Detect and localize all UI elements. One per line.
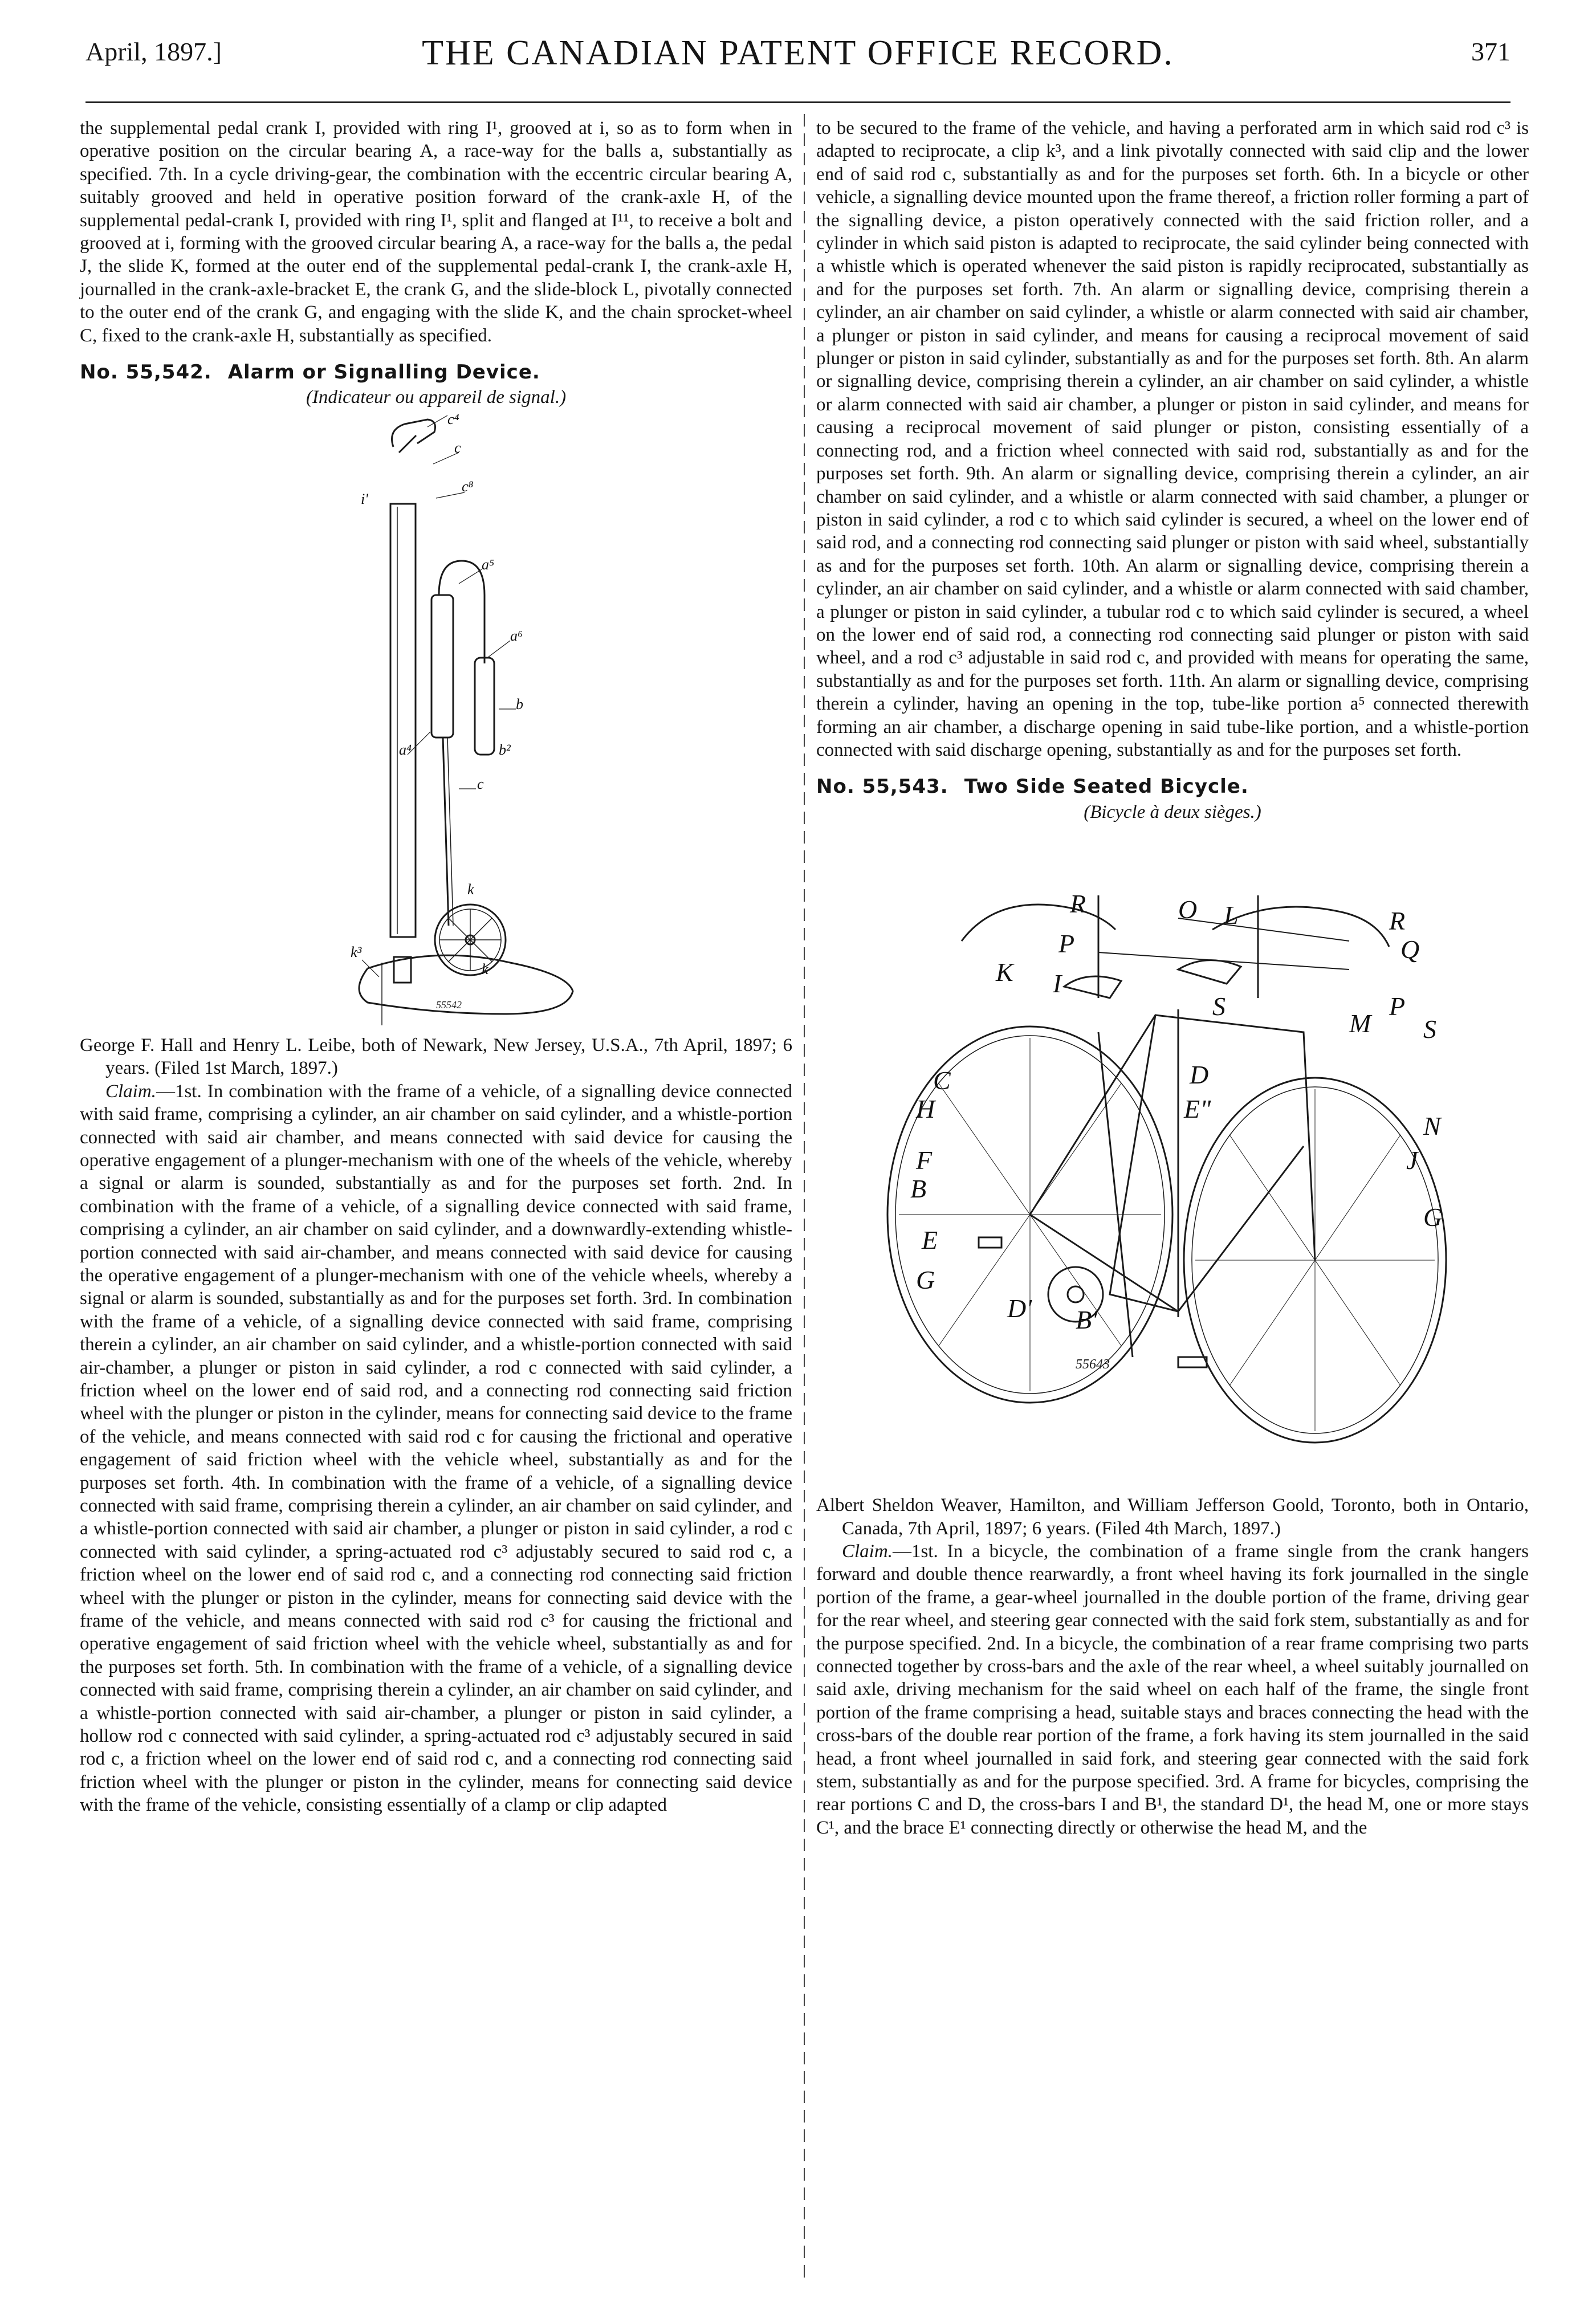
svg-text:J: J: [1406, 1146, 1418, 1175]
svg-text:G: G: [1423, 1203, 1443, 1232]
svg-text:L: L: [1224, 901, 1239, 930]
svg-text:M: M: [1349, 1009, 1371, 1038]
claim-label: Claim.: [842, 1541, 893, 1562]
svg-text:K: K: [996, 958, 1013, 987]
svg-text:I: I: [1053, 969, 1062, 999]
header-title: THE CANADIAN PATENT OFFICE RECORD.: [422, 34, 1174, 72]
claim-text: —1st. In a bicycle, the combination of a frame single from the crank hangers forward and double thence rearwardly, a front wheel having its fork journalled in the single portion of the frame, a gear-wheel journalled in the double portion of the frame, driving gear for the rear wheel, and steering gear connected with the said fork stem, substantially as and for the purpose specified. 2nd. In a bicycle, the combination of a rear frame comprising two parts connected together by cross-bars and the axle of the rear wheel, a wheel suitably journalled on said axle, driving mechanism for the said wheel on each half of the frame, the single front portion of the frame comprising a head, suitable stays and braces connecting the head with the cross-bars of the double rear portion of the frame, a fork having its stem journalled in the said head, a front wheel journalled in said fork, and steering gear connected with the said fork stem, substantially as and for the purpose specified. 3rd. A frame for bicycles, comprising the rear portions C and D, the cross-bars I and B¹, the standard D¹, the head M, one or more stays C¹, and the brace E¹ connecting directly or otherwise the head M, and the: [816, 1541, 1529, 1838]
svg-text:C: C: [933, 1066, 951, 1095]
svg-text:H: H: [916, 1094, 935, 1124]
svg-text:i': i': [361, 490, 368, 507]
patent-title: Alarm or Signalling Device.: [227, 361, 540, 384]
patent-claims: [816, 1540, 1529, 1839]
svg-text:B': B': [1076, 1305, 1097, 1335]
right-column: [816, 117, 1529, 1839]
svg-text:c: c: [454, 439, 461, 456]
svg-text:G: G: [916, 1265, 935, 1295]
patent-subtitle: (Indicateur ou appareil de signal.): [306, 387, 567, 408]
svg-text:c⁴: c⁴: [447, 412, 459, 427]
svg-text:a⁵: a⁵: [482, 556, 495, 573]
page-number: 371: [1471, 37, 1510, 66]
svg-text:k³: k³: [351, 943, 362, 960]
patent-title: Two Side Seated Bicycle.: [964, 775, 1249, 799]
svg-text:E": E": [1184, 1094, 1211, 1124]
svg-text:R: R: [1070, 889, 1086, 919]
patent-inventors: George F. Hall and Henry L. Leibe, both of Newark, New Jersey, U.S.A., 7th April, 1897; 6 years. (Filed 1st March, 1897.): [80, 1034, 792, 1079]
svg-text:E: E: [922, 1225, 938, 1255]
svg-text:a⁴: a⁴: [399, 741, 412, 758]
svg-text:S: S: [1423, 1015, 1436, 1044]
svg-text:S: S: [1212, 992, 1226, 1021]
svg-text:R: R: [1389, 906, 1406, 936]
svg-text:c⁸: c⁸: [462, 478, 474, 495]
svg-text:D': D': [1007, 1294, 1032, 1323]
svg-text:a⁶: a⁶: [510, 627, 523, 644]
svg-text:N: N: [1423, 1111, 1441, 1141]
figure-number: 55542: [436, 999, 462, 1011]
patent-heading-55542: [80, 361, 792, 384]
figure-number: 55643: [1076, 1357, 1110, 1372]
header-date: April, 1897.]: [85, 37, 222, 66]
svg-text:F: F: [916, 1146, 933, 1175]
patent-heading-55543: [816, 775, 1529, 798]
patent-claims: [80, 1080, 792, 1817]
svg-text:P: P: [1058, 929, 1075, 959]
column-divider: [804, 114, 805, 2280]
left-column: [80, 117, 792, 1817]
svg-text:Q: Q: [1400, 935, 1420, 964]
header-rule: [85, 101, 1510, 103]
svg-text:D: D: [1190, 1060, 1209, 1090]
right-continuation-text: to be secured to the frame of the vehicle, and having a perforated arm in which said rod c³ is adapted to reciprocate, a clip k³, and a link pivotally connected with said clip and the lower end of said rod c, substantially as and for the purposes set forth. 6th. In a bicycle or other vehicle, a signalling device mounted upon the frame thereof, a friction roller forming a part of the signalling device, a piston operatively connected with the said friction roller, and a cylinder in which said piston is adapted to reciprocate, the said cylinder being connected with a whistle which is operated whenever the said piston is rapidly reciprocated, substantially as and for the purposes set forth. 7th. An alarm or signalling device, comprising therein a cylinder, an air chamber on said cylinder, a whistle or alarm connected with said air chamber, a plunger or piston in said cylinder, and means for causing a reciprocal movement of said plunger or piston in said cylinder, substantially as and for the purposes set forth. 8th. An alarm or signalling device, comprising therein a cylinder, an air chamber on said cylinder, a whistle or alarm connected with said air chamber, a plunger or piston in said cylinder, and means for causing a reciprocal movement of said plunger or piston, consisting essentially of a connecting rod, and a friction wheel connected with said rod, substantially as and for the purposes set forth. 9th. An alarm or signalling device, comprising therein a cylinder, an air chamber on said cylinder, and a whistle or alarm connected with said chamber, a plunger or piston in said cylinder, a rod c to which said cylinder is secured, a wheel on the lower end of said rod, and a connecting rod connecting said plunger or piston with said wheel, substantially as and for the purposes set forth. 10th. An alarm or signalling device, comprising therein a cylinder, an air chamber on said cylinder, and a whistle or alarm connected with said chamber, a plunger or piston in said cylinder, a tubular rod c to which said cylinder is secured, a wheel on the lower end of said rod, a connecting rod connecting said plunger or piston with said wheel, and a rod c³ adjustable in said rod c, and provided with means for operating the same, substantially as and for the purposes set forth. 11th. An alarm or signalling device, comprising therein a cylinder, having an opening in the top, tube-like portion a⁵ connected therewith forming an air chamber, a discharge opening in said tube-like portion, and a whistle-portion connected with said discharge opening, substantially as and for the purposes set forth.: [816, 118, 1529, 760]
svg-text:P: P: [1389, 992, 1406, 1021]
patent-inventors: Albert Sheldon Weaver, Hamilton, and William Jefferson Goold, Toronto, both in Ontario, Canada, 7th April, 1897; 6 years. (Filed 4th March, 1897.): [816, 1495, 1529, 1539]
svg-text:c: c: [477, 775, 484, 792]
patent-number: No. 55,543.: [816, 775, 948, 799]
patent-number: No. 55,542.: [80, 361, 212, 384]
claim-label: Claim.: [105, 1081, 156, 1102]
running-header: [85, 33, 1510, 79]
left-continuation-text: the supplemental pedal crank I, provided with ring I¹, grooved at i, so as to form when in operative position on the circular bearing A, a race-way for the balls a, substantially as specified. 7th. In a cycle driving-gear, the combination with the eccentric circular bearing A, suitably grooved and held in operative position forward of the crank-axle H, of the supplemental pedal-crank I, provided with ring I¹, split and flanged at I¹¹, to receive a bolt and grooved at i, forming with the grooved circular bearing A, a race-way for the balls a, the pedal J, the slide K, formed at the outer end of the supplemental pedal-crank I, the crank-axle H, journalled in the crank-axle-bracket E, the crank G, and the slide-block L, pivotally connected to the outer end of the crank G, and engaging with the slide K, and the chain sprocket-wheel C, fixed to the crank-axle H, substantially as specified.: [80, 118, 792, 346]
svg-text:b: b: [516, 695, 523, 712]
claim-text: —1st. In combination with the frame of a vehicle, of a signalling device connected with said frame, comprising a cylinder, an air chamber on said cylinder, and a whistle-portion connected with said air chamber, and means connected with said device for causing the operative engagement of a plunger-mechanism with one of the wheels of the vehicle, whereby a signal or alarm is sounded, substantially as and for the purposes set forth. 2nd. In combination with the frame of a vehicle, of a signalling device connected with said frame, comprising a cylinder, an air chamber on said cylinder, and a downwardly-extending whistle-portion connected with said air-chamber, and means connected with said device for causing the operative engagement of a plunger-mechanism with one of the vehicle wheels, whereby a signal or alarm is sounded, substantially as and for the purposes set forth. 3rd. In combination with the frame of a vehicle, of a signalling device connected with said frame, comprising therein a cylinder, an air chamber on said cylinder, and a whistle-portion connected with said air-chamber, a plunger or piston in said cylinder, a rod c connected with said cylinder, a friction wheel on the lower end of said rod, and a connecting rod connecting said friction wheel with the plunger or piston in the cylinder, means for connecting said device to the frame of the vehicle, and means connected with said rod c for causing the frictional and operative engagement of said friction wheel with the vehicle wheel, substantially as and for the purposes set forth. 4th. In combination with the frame of a vehicle, of a signalling device connected with said frame, comprising therein a cylinder, an air chamber on said cylinder, and a whistle-portion connected with said air chamber, a plunger or piston in said cylinder, a rod c connected with said cylinder, a spring-actuated rod c³ adjustably secured to said rod c, a friction wheel on the lower end of said rod c, and a connecting rod connecting said friction wheel with the plunger or piston in the cylinder, means for connecting said device with the frame of the vehicle, and means connected with said rod c³ for causing the frictional and operative engagement of said friction wheel with the vehicle wheel, substantially as and for the purposes set forth. 5th. In combination with the frame of a vehicle, of a signalling device connected with said frame, comprising therein a cylinder, an air chamber on said cylinder, and a whistle-portion connected with said air-chamber, a plunger or piston in said cylinder, a hollow rod c connected with said cylinder, a spring-actuated rod c³ adjustably secured in said rod c, a friction wheel on the lower end of said rod c, and a connecting rod connecting said friction wheel with the plunger or piston in the cylinder, means for connecting said device with the frame of the vehicle, consisting essentially of a clamp or clip adapted: [80, 1081, 792, 1816]
svg-text:k: k: [482, 960, 488, 977]
svg-text:O: O: [1178, 895, 1198, 924]
svg-text:b²: b²: [499, 741, 511, 758]
bicycle-figure: [859, 827, 1486, 1494]
alarm-device-figure: [294, 413, 579, 1034]
patent-subtitle: (Bicycle à deux sièges.): [1084, 801, 1261, 822]
svg-text:B: B: [910, 1174, 927, 1204]
svg-text:k: k: [467, 881, 474, 898]
